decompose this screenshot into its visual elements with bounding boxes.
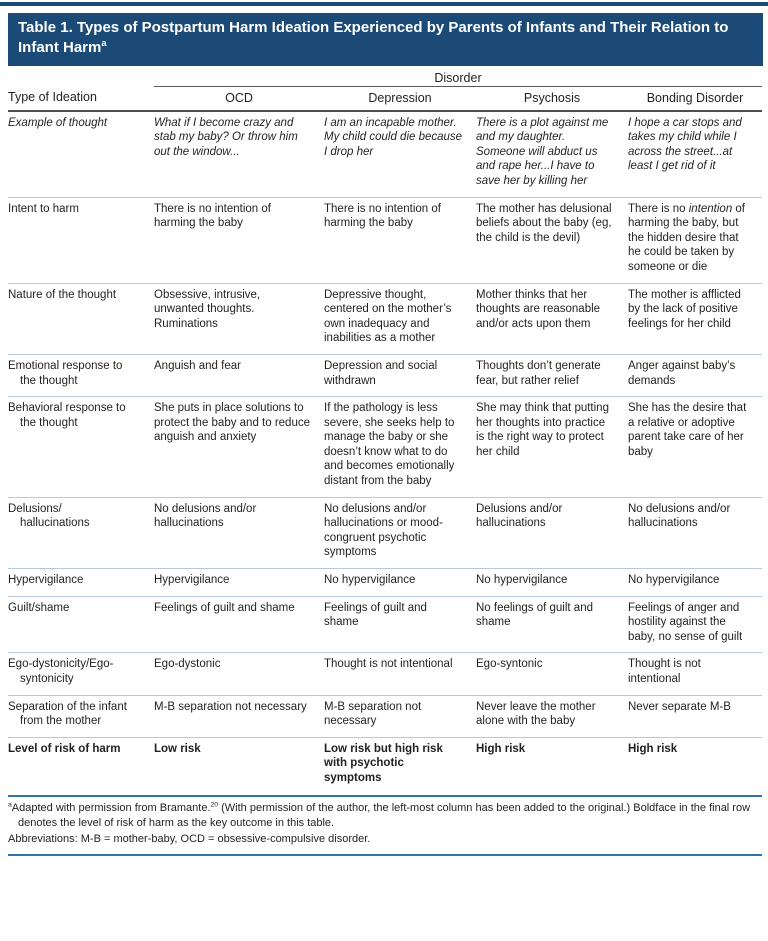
table-cell: Mother thinks that her thoughts are reasonable and/or acts upon them xyxy=(476,283,628,354)
table-cell: The mother has delusional beliefs about the baby (eg, the child is the devil) xyxy=(476,197,628,283)
table-cell: No hypervigilance xyxy=(628,569,762,597)
table-cell: Delusions and/or hallucinations xyxy=(476,497,628,568)
row-label: Intent to harm xyxy=(8,197,154,283)
table-cell: I hope a car stops and takes my child while I across the street...at least I get rid of it xyxy=(628,111,762,197)
table-cell: Anguish and fear xyxy=(154,354,324,396)
table-row xyxy=(8,569,762,597)
row-label: Emotional response to the thought xyxy=(8,354,154,396)
table-cell: There is no intention of harming the baby, but the hidden desire that he could be taken by someone or die xyxy=(628,197,762,283)
table-row xyxy=(8,596,762,653)
row-label: Hypervigilance xyxy=(8,569,154,597)
table-cell: Anger against baby’s demands xyxy=(628,354,762,396)
table-cell: She puts in place solutions to protect the baby and to reduce anguish and anxiety xyxy=(154,397,324,498)
table-row xyxy=(8,695,762,737)
table-cell: The mother is afflicted by the lack of positive feelings for her child xyxy=(628,283,762,354)
page-top-divider xyxy=(0,2,768,6)
column-header-row xyxy=(8,86,762,111)
table-cell: No delusions and/or hallucinations xyxy=(154,497,324,568)
table-cell: Depression and social withdrawn xyxy=(324,354,476,396)
table-cell: What if I become crazy and stab my baby? Or throw him out the window... xyxy=(154,111,324,197)
table-cell: If the pathology is less severe, she seeks help to manage the baby or she doesn’t know what to do and becomes emotionally distant from the baby xyxy=(324,397,476,498)
table-cell: Never separate M-B xyxy=(628,695,762,737)
table-cell: Depressive thought, centered on the mother’s own inadequacy and inabilities as a mother xyxy=(324,283,476,354)
table-cell: I am an incapable mother. My child could die because I drop her xyxy=(324,111,476,197)
table-cell: Never leave the mother alone with the baby xyxy=(476,695,628,737)
row-label: Behavioral response to the thought xyxy=(8,397,154,498)
table-cell: High risk xyxy=(628,742,678,755)
row-label: Ego-dystonicity/​Ego-syntonicity xyxy=(8,653,154,695)
table-cell: M-B separation not necessary xyxy=(324,695,476,737)
table-cell: Low risk but high risk with psychotic symptoms xyxy=(324,742,443,784)
table-row xyxy=(8,653,762,695)
table-row xyxy=(8,354,762,396)
table-cell: Ego-dystonic xyxy=(154,653,324,695)
table-cell: Obsessive, intrusive, unwanted thoughts. Ruminations xyxy=(154,283,324,354)
table-cell: There is no intention of harming the baby xyxy=(154,197,324,283)
table-row xyxy=(8,397,762,498)
column-header-depression: Depression xyxy=(324,86,476,111)
table-cell: No hypervigilance xyxy=(476,569,628,597)
table-cell: No hypervigilance xyxy=(324,569,476,597)
column-header-type-of-ideation: Type of Ideation xyxy=(8,86,154,111)
column-header-psychosis: Psychosis xyxy=(476,86,628,111)
column-header-ocd: OCD xyxy=(154,86,324,111)
table-row xyxy=(8,111,762,197)
table-cell: No feelings of guilt and shame xyxy=(476,596,628,653)
disorder-group-label: Disorder xyxy=(434,70,482,85)
harm-ideation-table xyxy=(8,68,762,794)
journal-table-page xyxy=(0,2,768,941)
table-cell: Low risk xyxy=(154,742,201,755)
row-label: Separation of the infant from the mother xyxy=(8,695,154,737)
group-header-spacer xyxy=(8,68,154,87)
table-cell: She has the desire that a relative or adoptive parent take care of her baby xyxy=(628,397,762,498)
table-cell: Feelings of anger and hostility against the baby, no sense of guilt xyxy=(628,596,762,653)
column-header-bonding-disorder: Bonding Disorder xyxy=(628,86,762,111)
table-title: Table 1. Types of Postpartum Harm Ideation Experienced by Parents of Infants and Their Relation to Infant Harm$^a$ xyxy=(18,19,729,56)
table-cell: Thought is not intentional xyxy=(324,653,476,695)
table-cell: Feelings of guilt and shame xyxy=(324,596,476,653)
table-title-bar xyxy=(8,13,763,66)
footnote-abbreviations: Abbreviations: M-B = mother-baby, OCD = obsessive-compulsive disorder. xyxy=(8,832,371,845)
table-cell: Thoughts don’t generate fear, but rather relief xyxy=(476,354,628,396)
table-cell: Ego-syntonic xyxy=(476,653,628,695)
row-label: Delusions/​hallucinations xyxy=(8,497,154,568)
table-cell: Thought is not intentional xyxy=(628,653,762,695)
row-label: Nature of the thought xyxy=(8,283,154,354)
table-cell: There is no intention of harming the baby xyxy=(324,197,476,283)
table-cell: No delusions and/or hallucinations or mood-congruent psychotic symptoms xyxy=(324,497,476,568)
table-cell: She may think that putting her thoughts into practice is the right way to protect her child xyxy=(476,397,628,498)
group-header-row xyxy=(8,68,762,87)
row-label: Example of thought xyxy=(8,111,154,197)
table-cell: Hypervigilance xyxy=(154,569,324,597)
table-row xyxy=(8,497,762,568)
table-cell: High risk xyxy=(476,742,526,755)
table-cell: No delusions and/or hallucinations xyxy=(628,497,762,568)
table-cell: There is a plot against me and my daughter. Someone will abduct us and rape her...I have to save her by killing her xyxy=(476,111,628,197)
disorder-group-header xyxy=(154,68,762,87)
table-row xyxy=(8,737,762,793)
table-cell: Feelings of guilt and shame xyxy=(154,596,324,653)
footnote-adapted: $^a$Adapted with permission from Bramante.$^{20}$ (With permission of the author, the left-most column has been added to the original.) Boldface in the final row denotes the level of risk of harm as the key outcome in this table. xyxy=(8,800,751,830)
table-row xyxy=(8,197,762,283)
footnotes-section xyxy=(8,795,762,857)
row-label: Guilt/​shame xyxy=(8,596,154,653)
table-cell: M-B separation not necessary xyxy=(154,695,324,737)
table-row xyxy=(8,283,762,354)
row-label: Level of risk of harm xyxy=(8,742,121,755)
